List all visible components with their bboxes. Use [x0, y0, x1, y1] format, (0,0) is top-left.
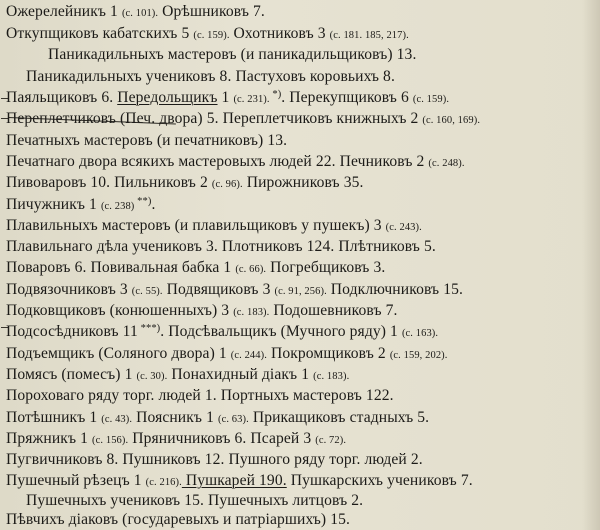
text-line: Переплетчиковъ (Печ. двора) 5. Переплетчиковъ книжныхъ 2 (с. 160, 169). [6, 110, 481, 127]
text-line: Печатныхъ мастеровъ (и печатниковъ) 13. [6, 132, 288, 149]
text-line: Помясъ (помесъ) 1 (с. 30). Понахидный дiакъ 1 (с. 183). [6, 366, 350, 383]
text-line: Подвязочниковъ 3 (с. 55). Подвящиковъ 3 (с. 91, 256). Подключниковъ 15. [6, 281, 464, 298]
text-line: Потѣшникъ 1 (с. 43). Поясникъ 1 (с. 63). Прикащиковъ стадныхъ 5. [6, 409, 430, 426]
text-line: Печатнаго двора всякихъ мастеровыхъ людей 22. Печниковъ 2 (с. 248). [6, 153, 465, 170]
text-line: Паникадильныхъ учениковъ 8. Пастуховъ коровьихъ 8. [26, 68, 395, 85]
text-line: Пушечныхъ учениковъ 15. Пушечныхъ литцовъ 2. [26, 492, 364, 509]
text-line: Пугвичниковъ 8. Пушниковъ 12. Пушного ряду торг. людей 2. [6, 451, 423, 468]
text-line: Пѣвчихъ дiаковъ (государевыхъ и патрiаршихъ) 15. [6, 511, 351, 528]
text-line: Плавильныхъ мастеровъ (и плавильщиковъ у пушекъ) 3 (с. 243). [6, 217, 422, 234]
text-line: Пивоваровъ 10. Пильниковъ 2 (с. 96). Пирожниковъ 35. [6, 174, 364, 191]
page-edge-shadow [582, 0, 600, 530]
text-line: Поваровъ 6. Повивальная бабка 1 (с. 66). Погребщиковъ 3. [6, 259, 386, 276]
text-line: Паяльщиковъ 6. Передольщикъ 1 (с. 231). *). Перекупщиковъ 6 (с. 159). [6, 89, 450, 106]
text-line: Подковщиковъ (конюшенныхъ) 3 (с. 183). Подошевниковъ 7. [6, 302, 398, 319]
text-line: Подсосѣдниковъ 11 ***). Подсѣвальщикъ (Мучного ряду) 1 (с. 163). [6, 323, 439, 340]
text-line: Паникадильныхъ мастеровъ (и паникадильщиковъ) 13. [48, 46, 417, 63]
text-line: Откупщиковъ кабатскихъ 5 (с. 159). Охотниковъ 3 (с. 181. 185, 217). [6, 25, 409, 42]
text-line: Пушечный рѣзецъ 1 (с. 216). Пушкарей 190. Пушкарскихъ учениковъ 7. [6, 472, 473, 489]
text-line: Плавильнаго дѣла учениковъ 3. Плотниковъ 124. Плѣтниковъ 5. [6, 238, 436, 255]
text-line: Пороховаго ряду торг. людей 1. Портныхъ мастеровъ 122. [6, 387, 394, 404]
text-line: Ожерелейникъ 1 (с. 101). Орѣшниковъ 7. [6, 3, 265, 20]
text-line: Пичужникъ 1 (с. 238) **). [6, 196, 156, 213]
text-line: Пряжникъ 1 (с. 156). Пряничниковъ 6. Псарей 3 (с. 72). [6, 430, 347, 447]
text-line: Подъемщикъ (Соляного двора) 1 (с. 244). Покромщиковъ 2 (с. 159, 202). [6, 345, 448, 362]
